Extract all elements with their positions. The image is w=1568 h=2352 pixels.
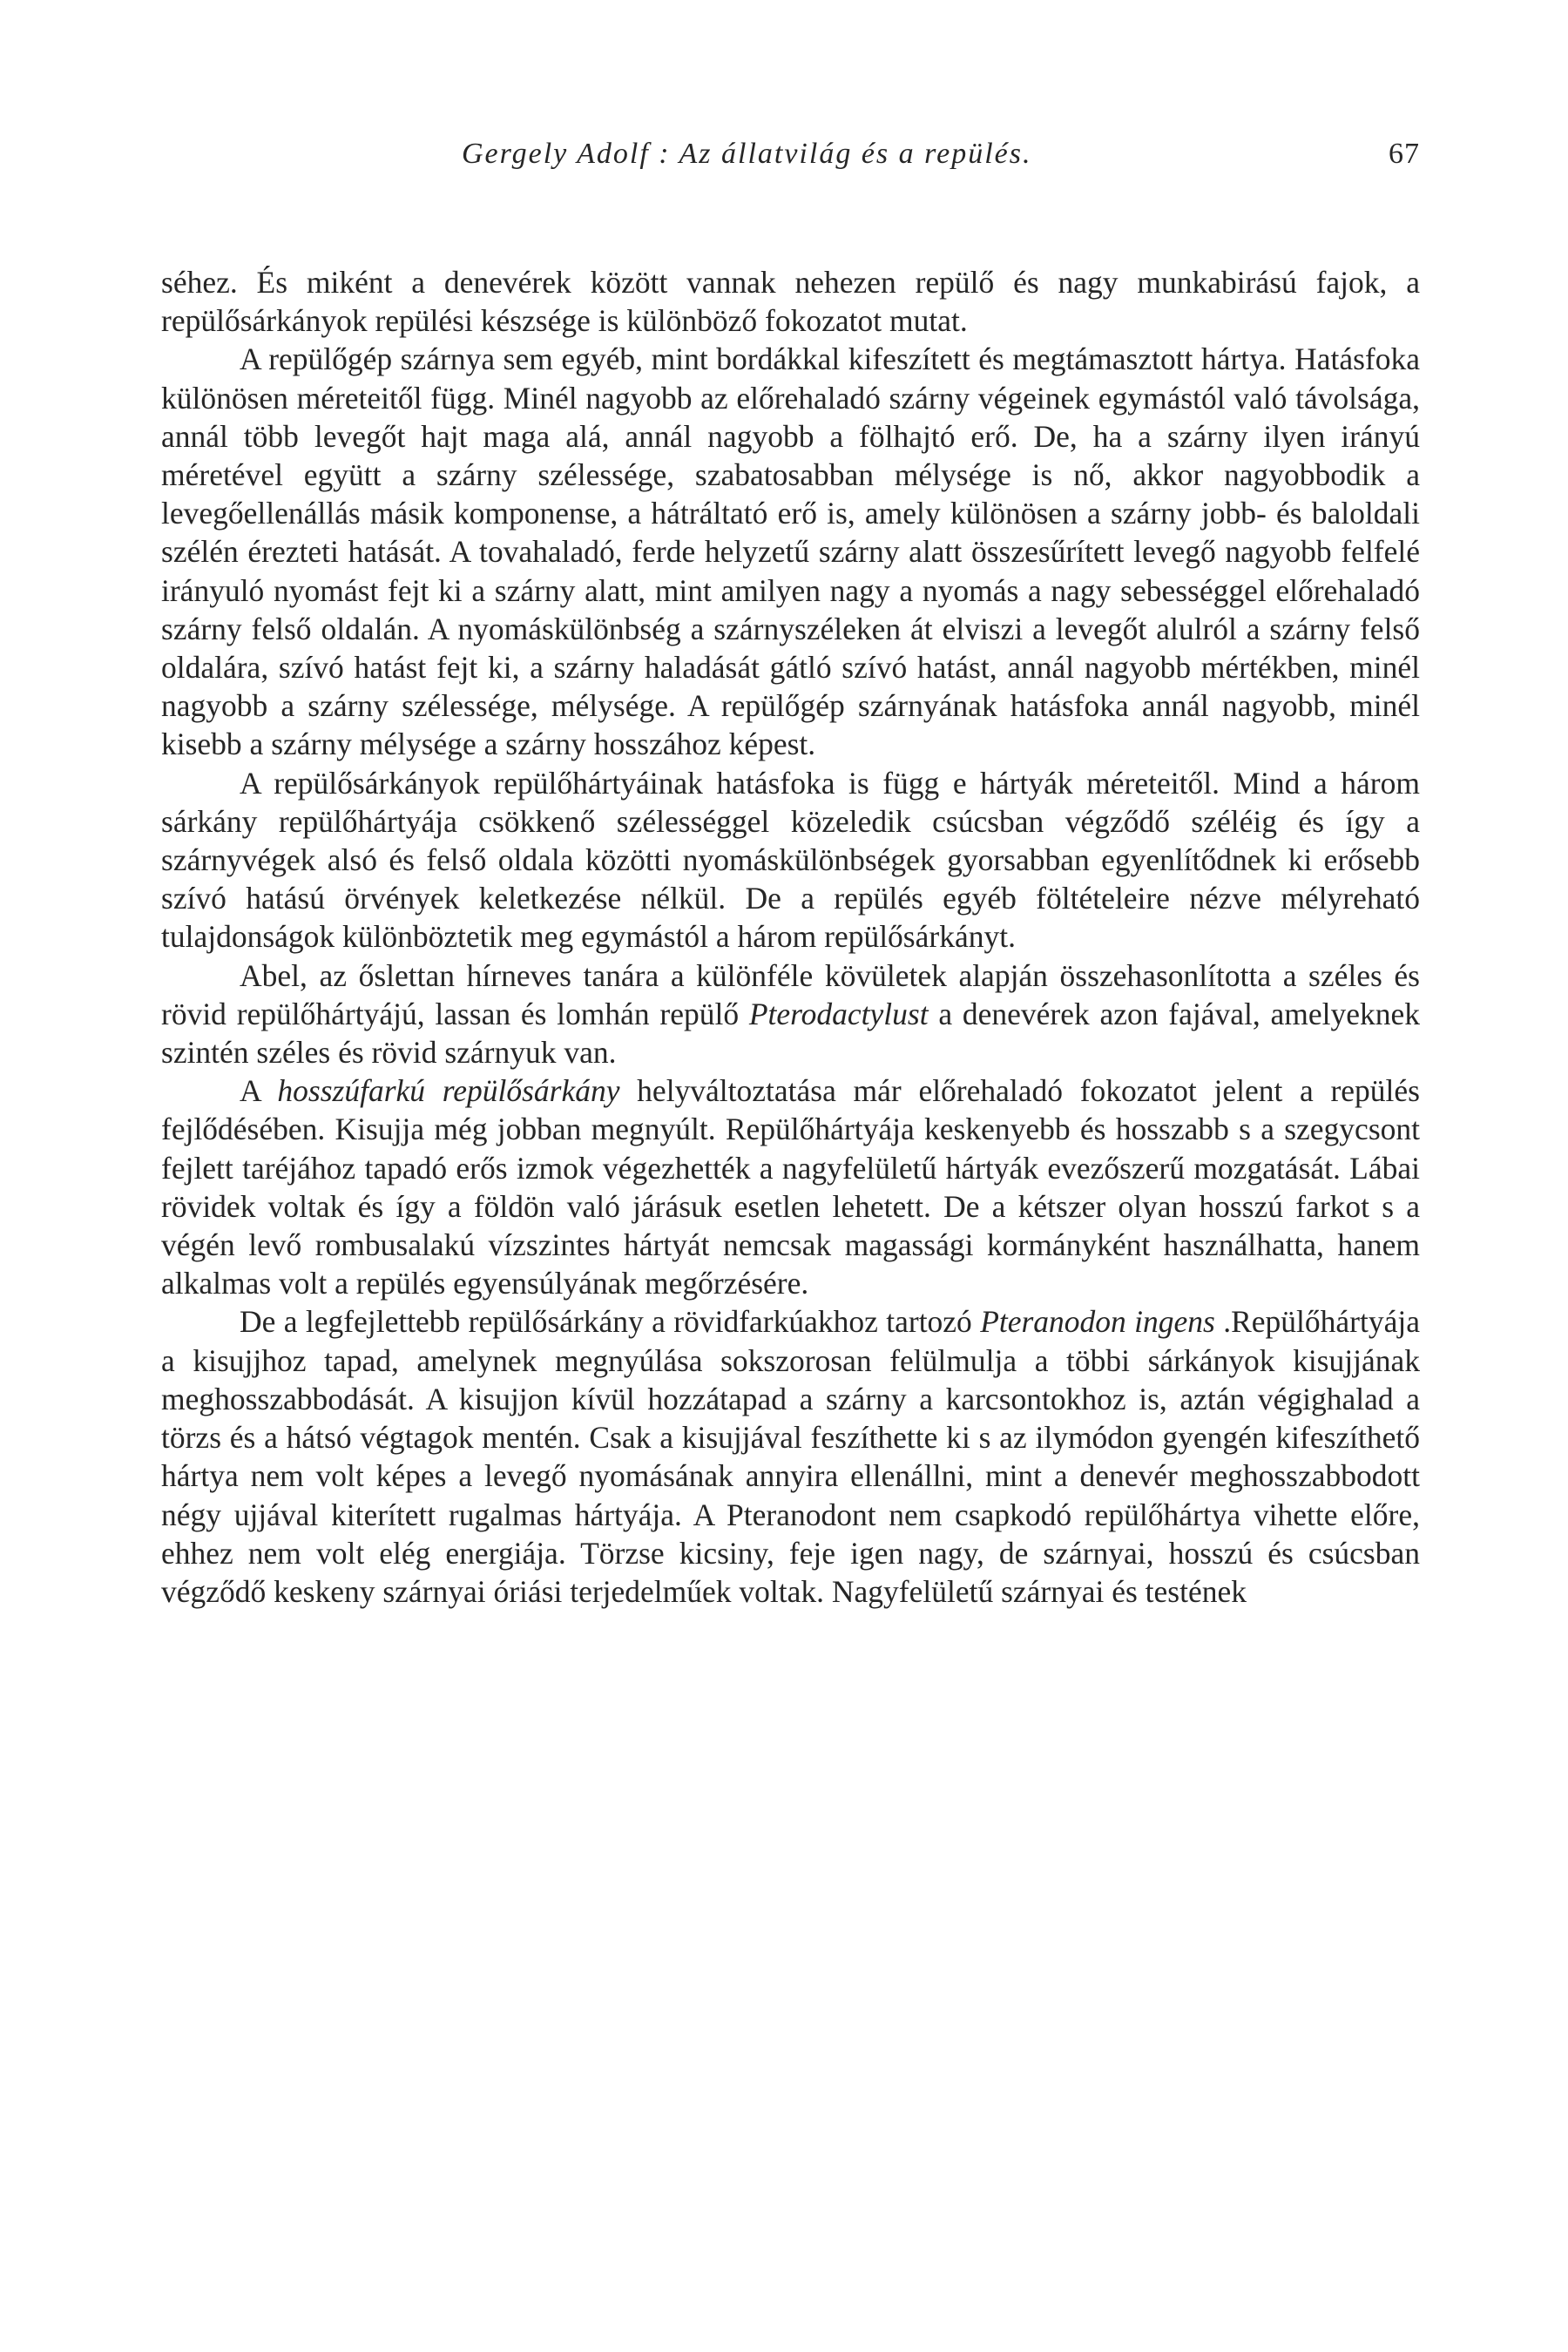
paragraph-text: Abel, az őslettan hírneves tanára a különféle kövületek alapján összehasonlította a széles és rövid repülőhártyájú, lassan és lomhán repülő — [161, 957, 1420, 1031]
paragraph — [161, 340, 1420, 763]
paragraph-text: helyváltoztatása már előrehaladó fokozatot jelent a repülés fejlődésében. Kisujja még jobban megnyúlt. Repülőhártyája keskenyebb és hosszabb s a szegycsont fejlett taréjához tapadó erős izmok végezhették a nagyfelületű hártyák evezőszerű mozgatását. Lábai rövidek voltak és így a földön való járásuk esetlen lehetett. De a kétszer olyan hosszú farkot s a végén levő rombusalakú vízszintes hártyát nemcsak magassági kormányként használhatta, hanem alkalmas volt a repülés egyensúlyának megőrzésére. — [161, 1073, 1420, 1301]
paragraph-text: a denevérek azon fajával, amelyeknek szintén széles és rövid szárnyuk van. — [161, 996, 1420, 1071]
paragraph — [161, 764, 1420, 956]
species-name: Pterodactylust — [748, 996, 929, 1031]
paragraph-text: De a legfejlettebb repülősárkány a rövidfarkúakhoz tartozó — [240, 1304, 981, 1340]
body-text — [161, 263, 1420, 1611]
paragraph — [161, 1302, 1420, 1611]
species-name: Pteranodon ingens — [980, 1304, 1215, 1340]
paragraph — [161, 956, 1420, 1072]
paragraph-text: .Repülőhártyája a kisujjhoz tapad, amelynek megnyúlása sokszorosan felülmulja a többi sárkányok kisujjának meghosszabbodását. A kisujjon kívül hozzátapad a szárny a karcsontokhoz is, aztán végighalad a törzs és a hátsó végtagok mentén. Csak a kisujjával feszíthette ki s az ilymódon gyengén kifeszíthető hártya nem volt képes a levegő nyomásának annyira ellenállni, mint a denevér meghosszabbodott négy ujjával kiterített rugalmas hártyája. A Pteranodont nem csapkodó repülőhártya vihette előre, ehhez nem volt elég energiája. Törzse kicsiny, feje igen nagy, de szárnyai, hosszú és csúcsban végződő keskeny szárnyai óriási terjedelműek voltak. Nagyfelületű szárnyai és testének — [161, 1304, 1420, 1609]
species-name: hosszúfarkú repülősárkány — [277, 1073, 620, 1109]
paragraph — [161, 1071, 1420, 1302]
paragraph-text: A repülősárkányok repülőhártyáinak hatásfoka is függ e hártyák méreteitől. Mind a három sárkány repülőhártyája csökkenő szélességgel közeledik csúcsban végződő széléig és így a szárnyvégek alsó és felső oldala közötti nyomáskülönbségek gyorsabban egyenlítődnek ki erősebb szívó hatású örvények keletkezése nélkül. De a repülés egyéb föltételeire nézve mélyreható tulajdonságok különböztetik meg egymástól a három repülősárkányt. — [161, 765, 1420, 955]
paragraph — [161, 263, 1420, 340]
paragraph-text: A — [240, 1073, 278, 1109]
page-number: 67 — [1389, 138, 1420, 170]
running-title: Gergely Adolf : Az állatvilág és a repülés. — [462, 138, 1032, 170]
running-head — [161, 138, 1420, 181]
paragraph-text: séhez. És miként a denevérek között vannak nehezen repülő és nagy munkabirású fajok, a repülősárkányok repülési készsége is különböző fokozatot mutat. — [161, 265, 1420, 339]
paragraph-text: A repülőgép szárnya sem egyéb, mint bordákkal kifeszített és megtámasztott hártya. Hatásfoka különösen méreteitől függ. Minél nagyobb az előrehaladó szárny végeinek egymástól való távolsága, annál több levegőt hajt maga alá, annál nagyobb a fölhajtó erő. De, ha a szárny ilyen irányú méretével együtt a szárny szélessége, szabatosabban mélysége is nő, akkor nagyobbodik a levegőellenállás másik komponense, a hátráltató erő is, amely különösen a szárny jobb- és baloldali szélén érezteti hatását. A tovahaladó, ferde helyzetű szárny alatt összesűrített levegő nagyobb felfelé irányuló nyomást fejt ki a szárny alatt, mint amilyen nagy a nyomás a nagy sebességgel előrehaladó szárny felső oldalán. A nyomáskülönbség a szárnyszéleken át elviszi a levegőt alulról a szárny felső oldalára, szívó hatást fejt ki, a szárny haladását gátló szívó hatást, annál nagyobb mértékben, minél nagyobb a szárny szélessége, mélysége. A repülőgép szárnyának hatásfoka annál nagyobb, minél kisebb a szárny mélysége a szárny hosszához képest. — [161, 341, 1420, 762]
